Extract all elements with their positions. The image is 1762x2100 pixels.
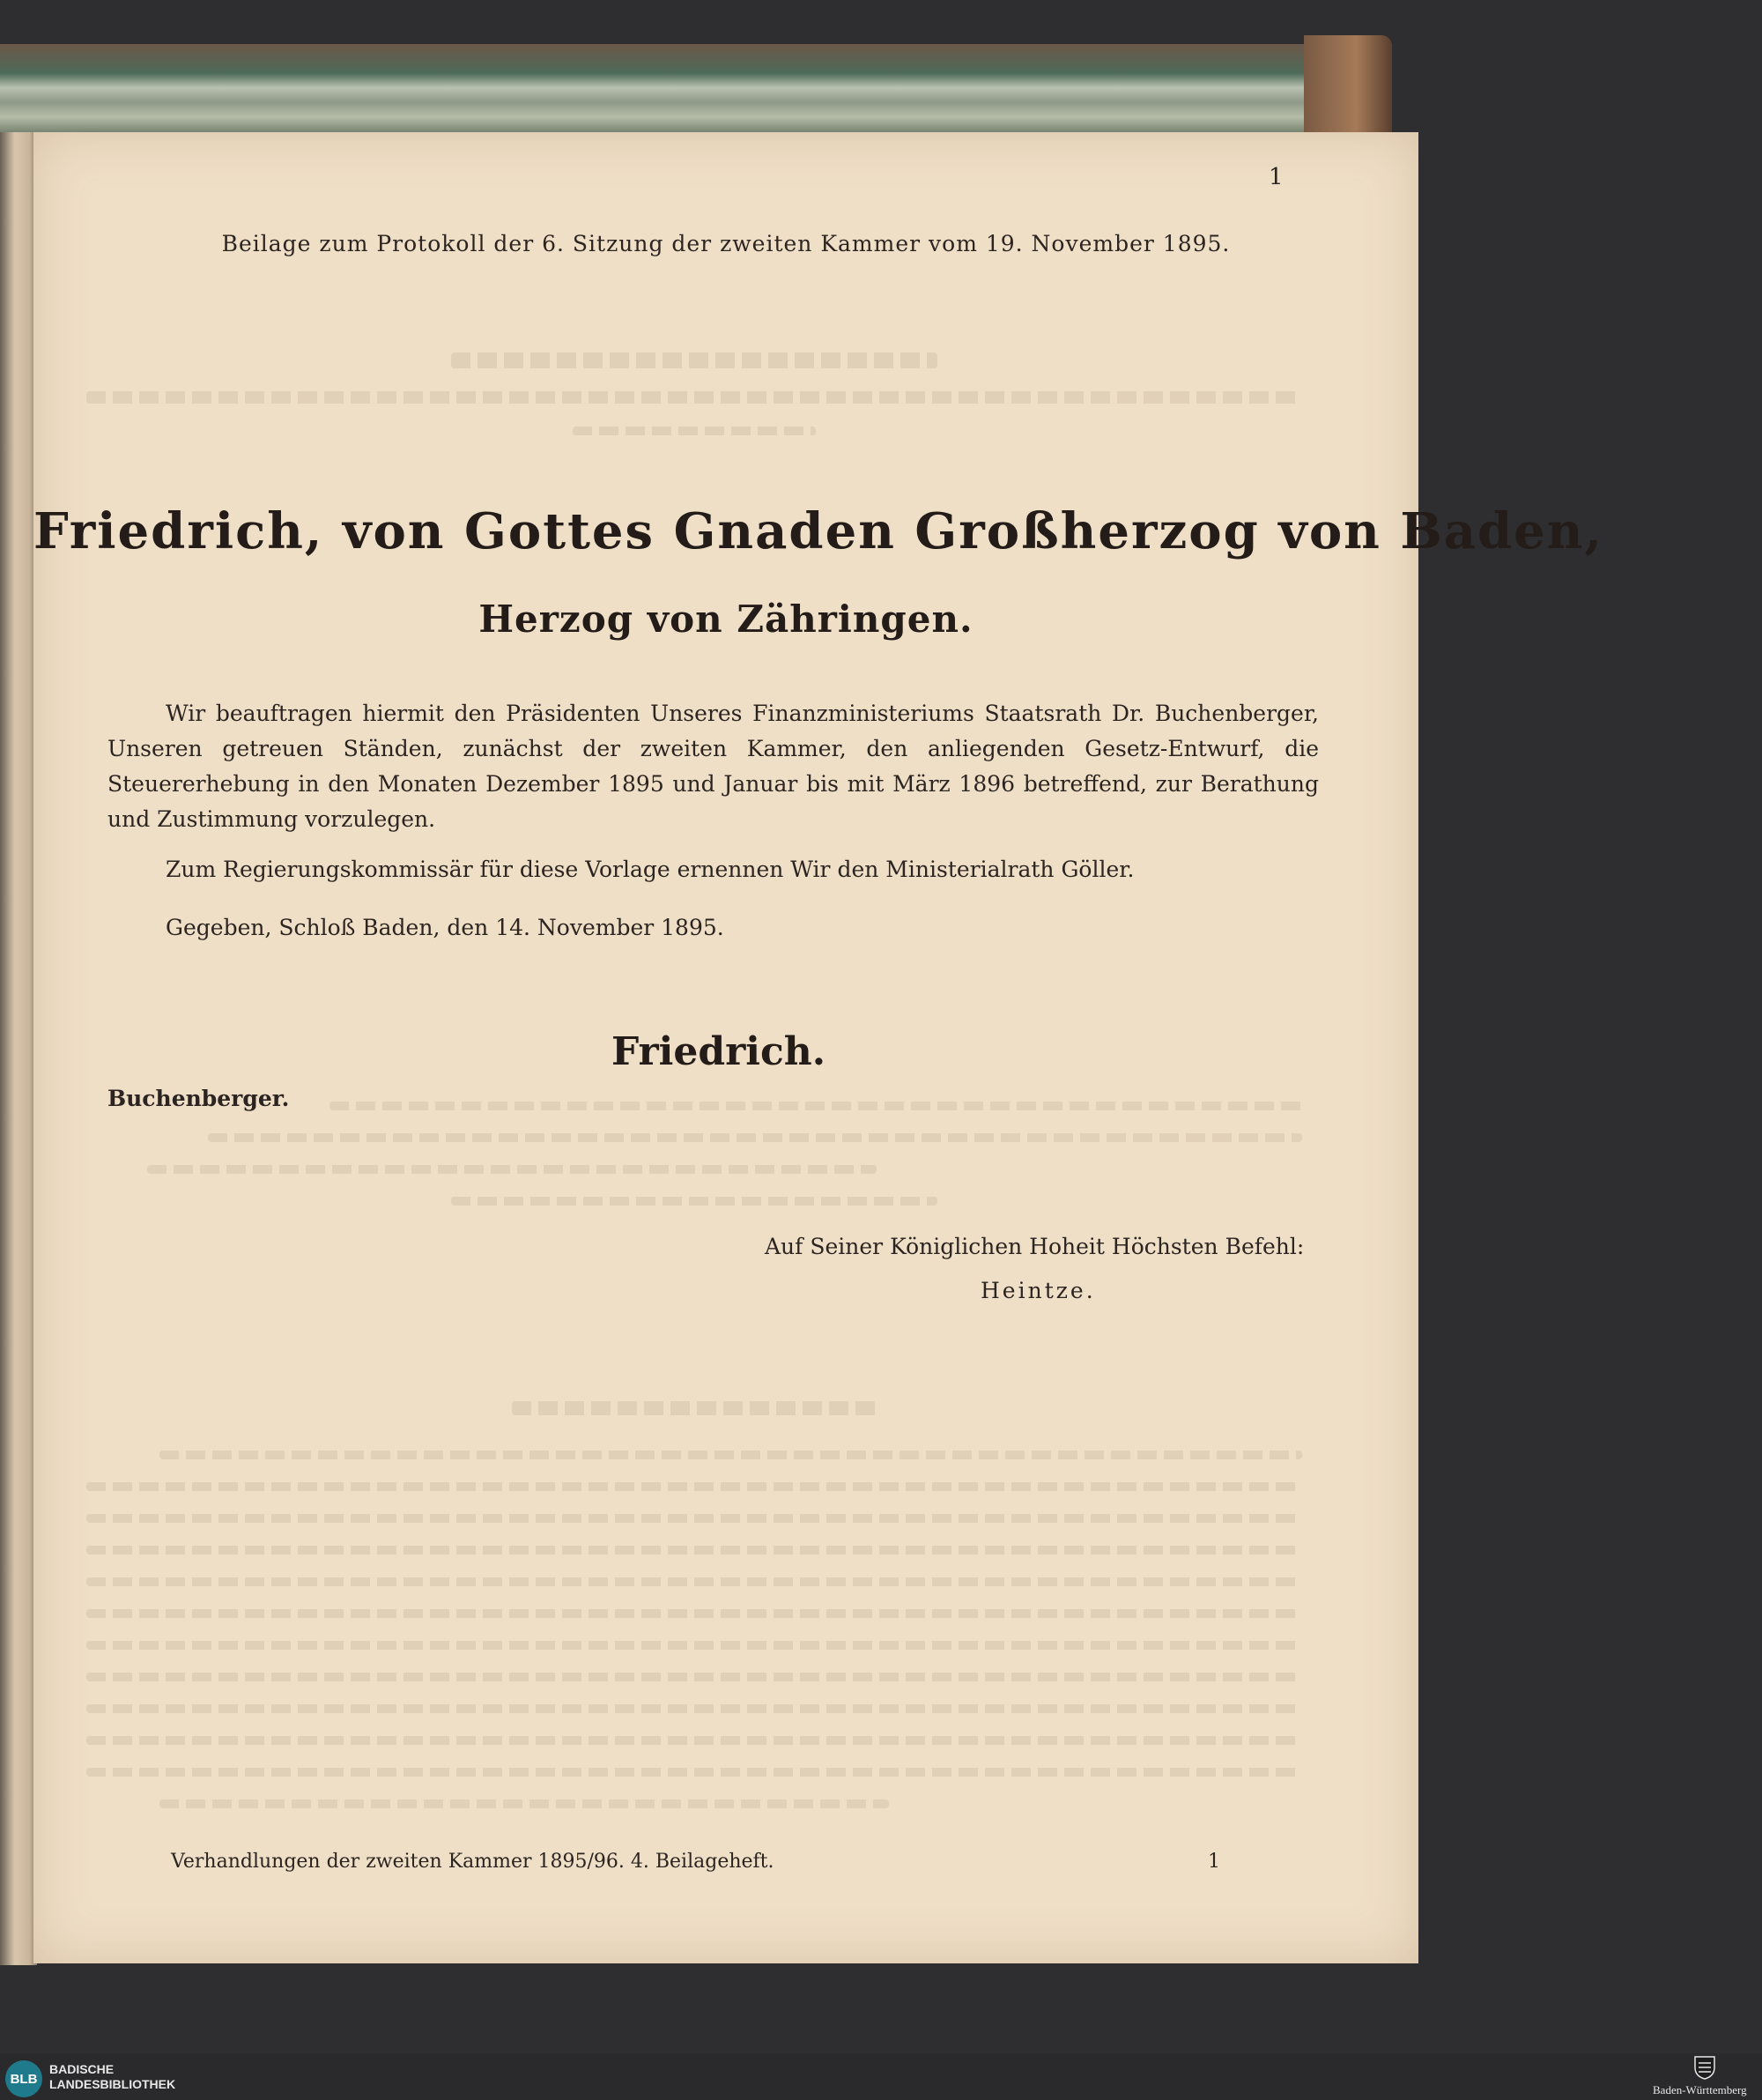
book-corner bbox=[1304, 35, 1392, 132]
page-footer-number: 1 bbox=[1208, 1851, 1220, 1873]
page-footer-title: Verhandlungen der zweiten Kammer 1895/96. 4. Beilageheft. bbox=[171, 1851, 774, 1873]
countersignature: Buchenberger. bbox=[107, 1086, 290, 1111]
state-name[interactable]: Baden-Württemberg bbox=[1653, 2083, 1747, 2096]
command-signature: Heintze. bbox=[981, 1278, 1096, 1303]
document-title: Friedrich, von Gottes Gnaden Großherzog von Baden, bbox=[33, 502, 1603, 560]
bleed-through-middle bbox=[86, 1102, 1302, 1228]
library-name[interactable] bbox=[49, 2062, 175, 2092]
state-crest-icon bbox=[1693, 2055, 1716, 2080]
grand-duke-signature: Friedrich. bbox=[611, 1029, 826, 1074]
library-name-line2: LANDESBIBLIOTHEK bbox=[49, 2077, 176, 2091]
page-number-top: 1 bbox=[1269, 164, 1284, 190]
viewer-footer-bar bbox=[0, 2053, 1762, 2100]
decree-paragraph: Wir beauftragen hiermit den Präsidenten Unseres Finanzministeriums Staatsrath Dr. Buchenberger, Unseren getreuen Ständen, zunächst der zweiten Kammer, den anliegenden Gesetz-Entwurf, die Steuererhebung in den Monaten Dezember 1895 und Januar bis mit März 1896 betreffend, zur Berathung und Zustimmung vorzulegen. bbox=[107, 701, 1319, 832]
library-name-line1: BADISCHE bbox=[49, 2062, 115, 2076]
given-line: Gegeben, Schloß Baden, den 14. November 1895. bbox=[166, 915, 724, 940]
previous-page-edge bbox=[0, 132, 37, 1965]
document-page bbox=[33, 132, 1603, 1963]
commissioner-line: Zum Regierungskommissär für diese Vorlage ernennen Wir den Ministerialrath Göller. bbox=[166, 857, 1135, 882]
bleed-through-bottom bbox=[86, 1401, 1302, 1831]
book-top-edge bbox=[0, 44, 1392, 145]
protocol-header: Beilage zum Protokoll der 6. Sitzung der zweiten Kammer vom 19. November 1895. bbox=[221, 231, 1231, 256]
blb-logo-icon[interactable]: BLB bbox=[5, 2060, 42, 2097]
document-subtitle: Herzog von Zähringen. bbox=[478, 597, 974, 641]
command-line: Auf Seiner Königlichen Hoheit Höchsten Befehl: bbox=[765, 1234, 1305, 1259]
bleed-through-top bbox=[86, 352, 1302, 458]
